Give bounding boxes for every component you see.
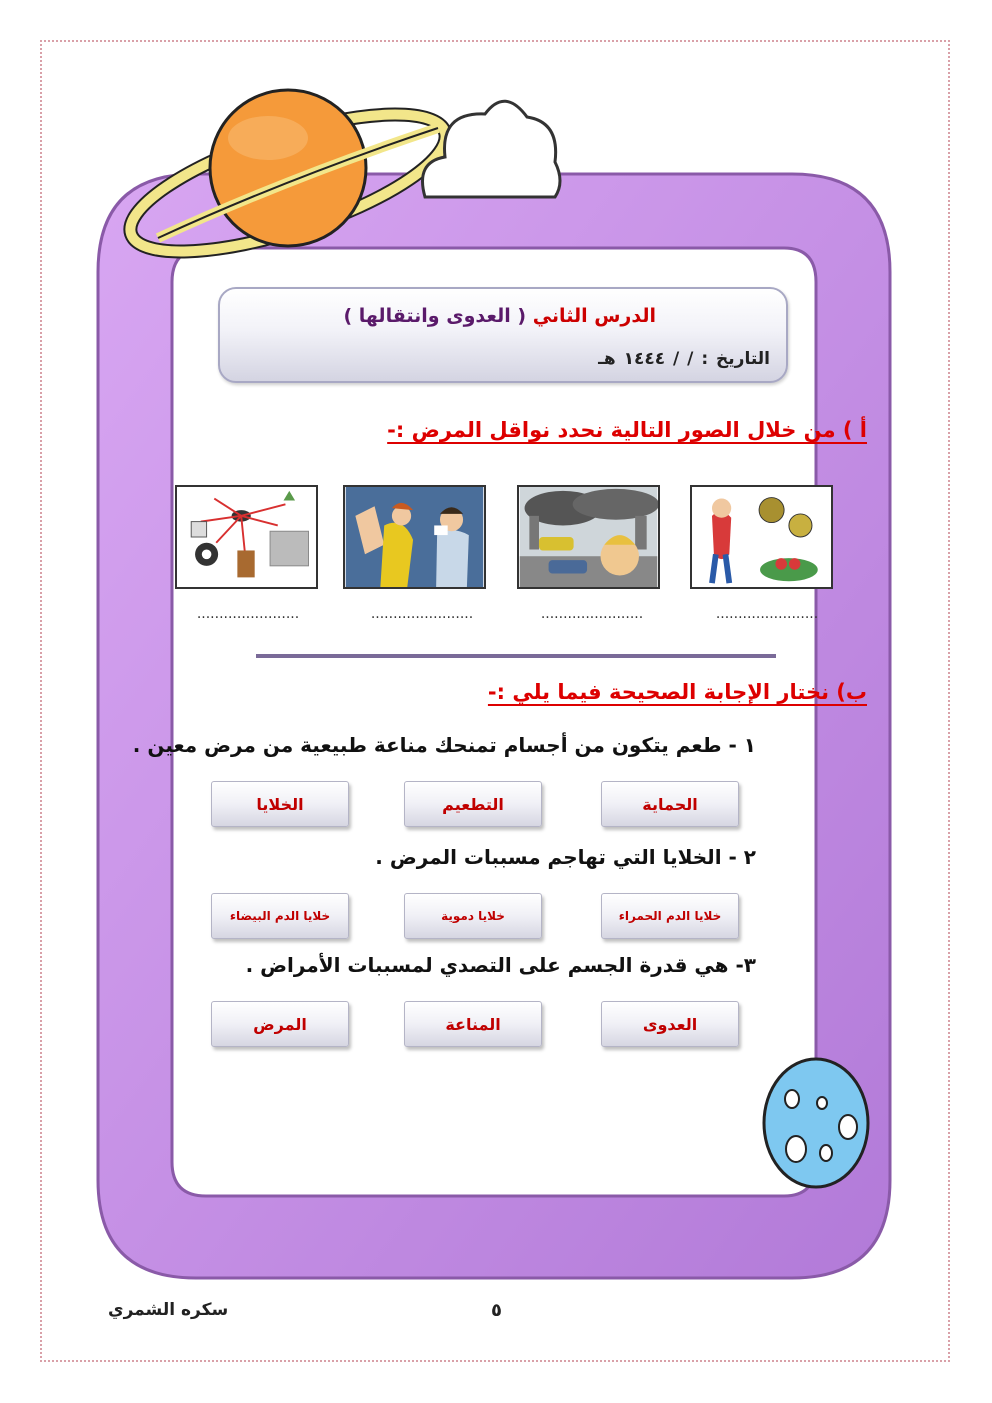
- choice-button[interactable]: المرض: [211, 1001, 349, 1047]
- insect-vector-image: [175, 485, 318, 589]
- answer-blank[interactable]: .......................: [370, 606, 474, 622]
- choice-button[interactable]: التطعيم: [404, 781, 542, 827]
- choice-button[interactable]: خلايا دموية: [404, 893, 542, 939]
- page-number: ٥: [491, 1300, 502, 1321]
- choice-button[interactable]: المناعة: [404, 1001, 542, 1047]
- answer-blank[interactable]: .......................: [540, 606, 644, 622]
- lesson-title-topic: ( العدوى وانتقالها ): [343, 305, 527, 327]
- moon-icon: [760, 1055, 872, 1190]
- lesson-title-prefix: الدرس الثاني: [532, 305, 656, 327]
- section-b-heading: ب) نختار الإجابة الصحيحة فيما يلي :-: [487, 680, 867, 704]
- author-name: سكره الشمري: [108, 1300, 229, 1320]
- section-a-heading: أ ) من خلال الصور التالية نحدد نواقل المرض :-: [387, 418, 867, 442]
- sneeze-droplets-image: [343, 485, 486, 589]
- choice-button[interactable]: الخلايا: [211, 781, 349, 827]
- polluted-air-image: [517, 485, 660, 589]
- choice-button[interactable]: خلايا الدم الحمراء: [601, 893, 739, 939]
- cloud-icon: [415, 92, 565, 202]
- planet-icon: [118, 68, 458, 268]
- lesson-title: [343, 305, 656, 327]
- choice-button[interactable]: الحماية: [601, 781, 739, 827]
- choice-button[interactable]: خلايا الدم البيضاء: [211, 893, 349, 939]
- question-1: ١ - طعم يتكون من أجسام تمنحك مناعة طبيعية من مرض معين .: [132, 733, 756, 757]
- date-line: التاريخ : / / ١٤٤٤ هـ: [598, 349, 770, 369]
- answer-blank[interactable]: .......................: [715, 606, 819, 622]
- lesson-title-box: [218, 287, 788, 383]
- answer-blank[interactable]: .......................: [196, 606, 300, 622]
- food-germs-image: [690, 485, 833, 589]
- question-3: ٣- هي قدرة الجسم على التصدي لمسببات الأمراض .: [245, 953, 756, 977]
- section-divider: [256, 654, 776, 658]
- choice-button[interactable]: العدوى: [601, 1001, 739, 1047]
- question-2: ٢ - الخلايا التي تهاجم مسببات المرض .: [375, 845, 756, 869]
